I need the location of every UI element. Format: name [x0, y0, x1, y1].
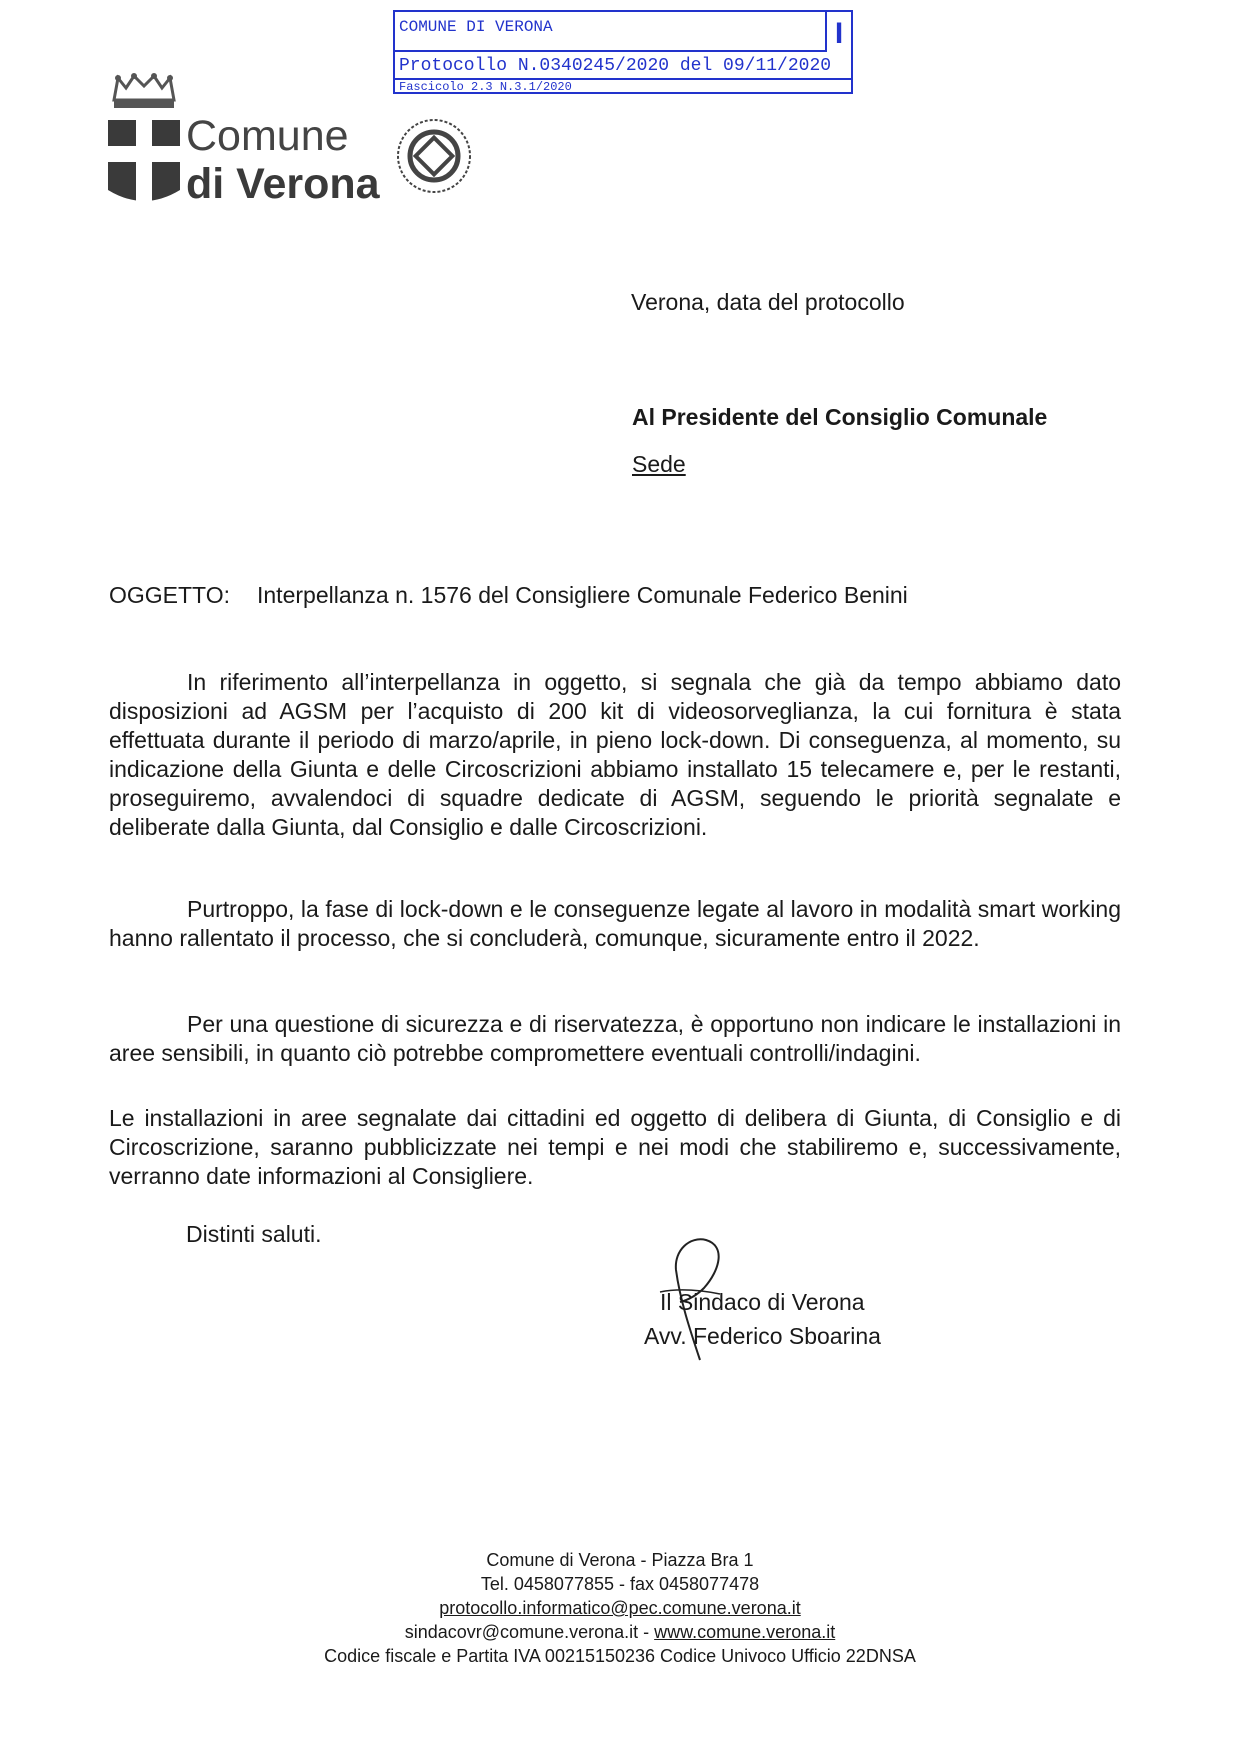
subject-label: OGGETTO: — [109, 582, 230, 608]
recipient-place: Sede — [632, 451, 686, 477]
body-paragraph: Per una questione di sicurezza e di riservatezza, è opportuno non indicare le installazioni in aree sensibili, in quanto ciò potrebbe compromettere eventuali controlli/indagini. — [109, 1011, 1121, 1066]
footer-email[interactable]: sindacovr@comune.verona.it - — [404, 1622, 655, 1642]
stamp-flag: I — [834, 17, 844, 50]
logo-wordmark — [186, 112, 380, 208]
footer-email-web — [300, 1620, 940, 1644]
logo-line-1: Comune — [186, 112, 349, 160]
date-line: Verona, data del protocollo — [631, 289, 905, 315]
footer-tax-info: Codice fiscale e Partita IVA 00215150236 Codice Univoco Ufficio 22DNSA — [324, 1646, 916, 1666]
body-paragraph: Le installazioni in aree segnalate dai cittadini ed oggetto di delibera di Giunta, di Consiglio e di Circoscrizione, saranno pubblicizzate nei tempi e nei modi che stabiliremo e, successivamente, verranno date informazioni al Consigliere. — [109, 1105, 1121, 1189]
signer-name: Avv. Federico Sboarina — [644, 1323, 881, 1349]
coat-of-arms-icon — [106, 72, 186, 212]
stamp-office: COMUNE DI VERONA — [395, 12, 827, 52]
logo-line-2: di Verona — [186, 160, 380, 208]
footer-website-link[interactable]: www.comune.verona.it — [654, 1622, 836, 1642]
signer-title: Il Sindaco di Verona — [660, 1289, 865, 1315]
recipient: Al Presidente del Consiglio Comunale — [632, 404, 1048, 430]
footer-address: Comune di Verona - Piazza Bra 1 — [486, 1550, 754, 1570]
closing-salutation: Distinti saluti. — [186, 1221, 322, 1247]
municipality-logo — [106, 72, 476, 212]
stamp-fascicolo: Fascicolo 2.3 N.3.1/2020 — [399, 80, 572, 94]
footer-phone-fax: Tel. 0458077855 - fax 0458077478 — [480, 1574, 760, 1594]
stamp-protocol-number: Protocollo N.0340245/2020 del 09/11/2020 — [395, 52, 851, 80]
subject-text: Interpellanza n. 1576 del Consigliere Comunale Federico Benini — [257, 582, 908, 608]
world-heritage-emblem-icon — [394, 116, 474, 196]
body-paragraph: In riferimento all’interpellanza in oggetto, si segnala che già da tempo abbiamo dato disposizioni ad AGSM per l’acquisto di 200 kit di videosorveglianza, la cui fornitura è stata effettuata durante il periodo di marzo/aprile, in pieno lock-down. Di conseguenza, al momento, su indicazione della Giunta e delle Circoscrizioni abbiamo installato 15 telecamere e, per le restanti, proseguiremo, avvalendoci di squadre dedicate di AGSM, seguendo le priorità segnalate e deliberate dalla Giunta, dal Consiglio e dalle Circoscrizioni. — [109, 669, 1121, 840]
body-paragraph: Purtroppo, la fase di lock-down e le conseguenze legate al lavoro in modalità smart working hanno rallentato il processo, che si concluderà, comunque, sicuramente entro il 2022. — [109, 896, 1121, 951]
footer-pec-link[interactable]: protocollo.informatico@pec.comune.verona.it — [439, 1598, 801, 1618]
footer-contact-block — [300, 1548, 940, 1668]
subject-line — [109, 581, 908, 610]
